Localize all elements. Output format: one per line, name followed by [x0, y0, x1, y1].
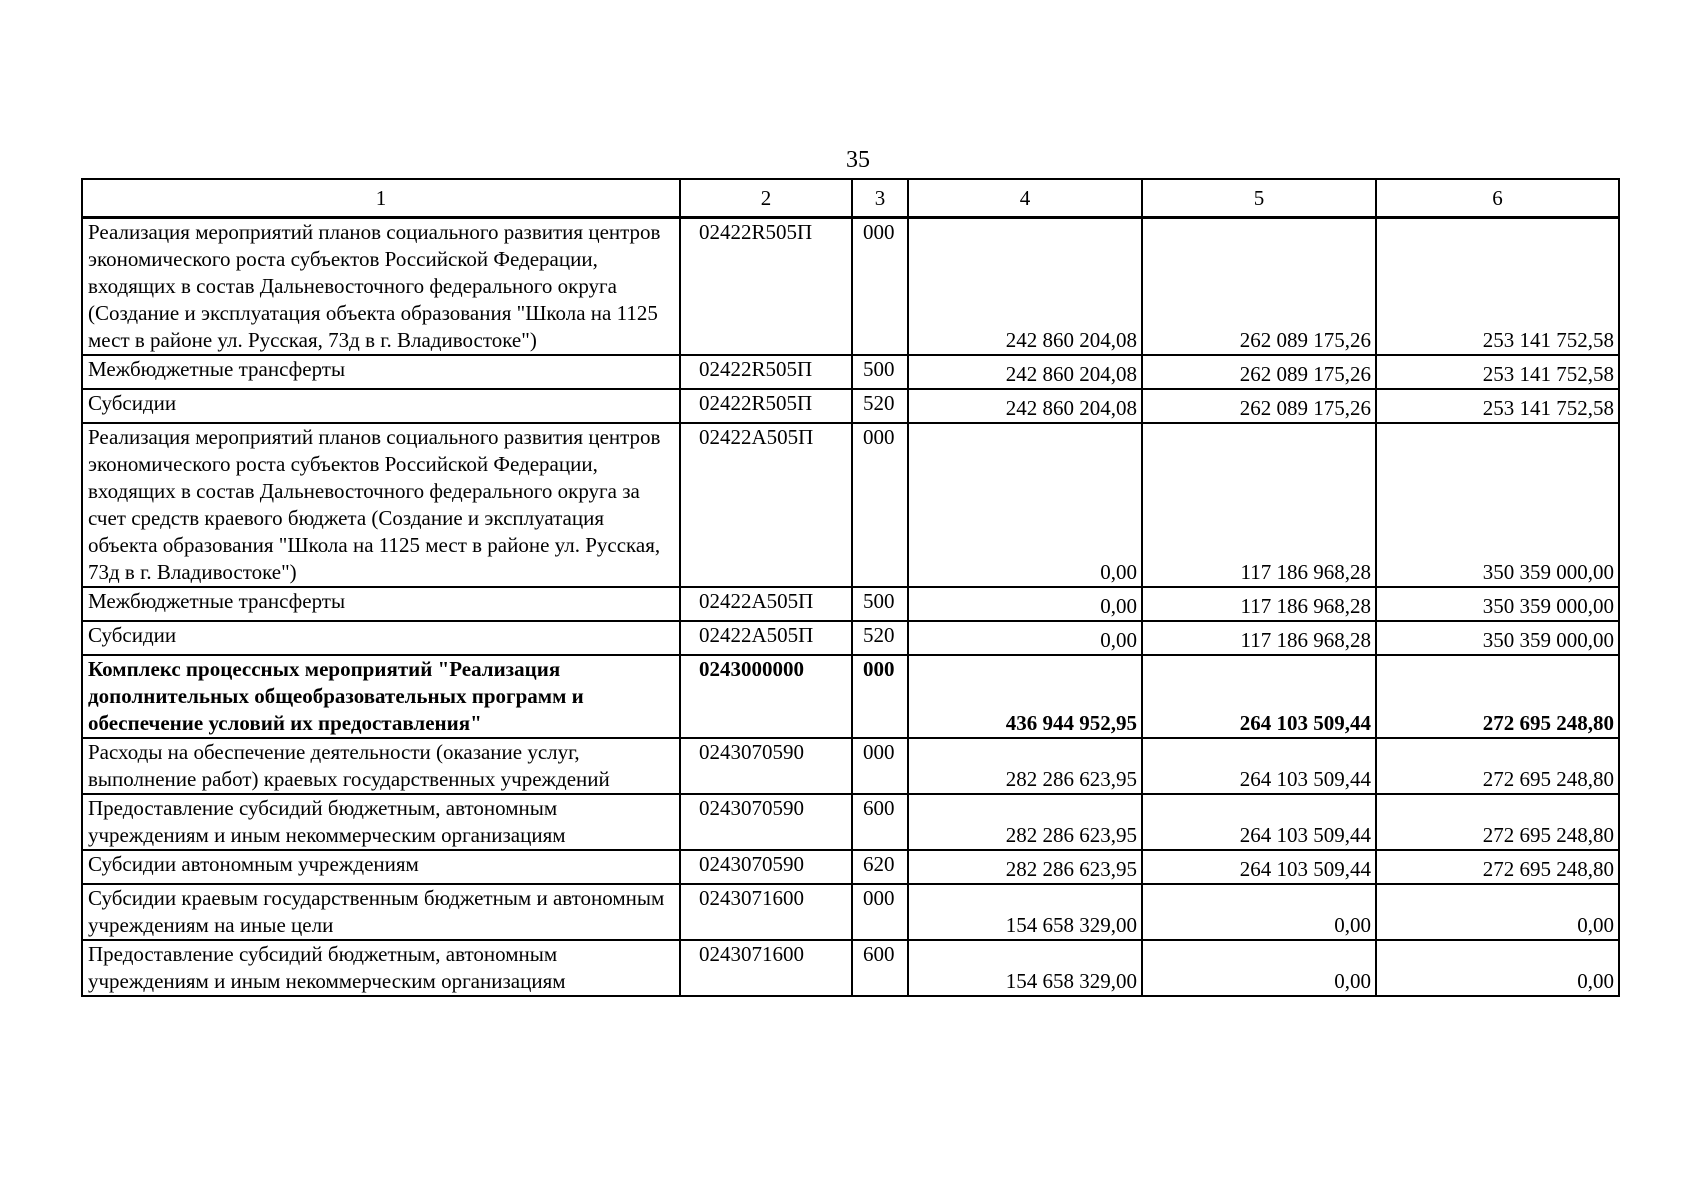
row-amount-6: 350 359 000,00 — [1376, 423, 1619, 587]
table-row — [82, 621, 1619, 655]
row-amount-6: 272 695 248,80 — [1376, 738, 1619, 794]
row-name: Комплекс процессных мероприятий "Реализация дополнительных общеобразовательных программ и обеспечение условий их предоставления" — [82, 655, 680, 738]
row-amount-5: 264 103 509,44 — [1142, 850, 1376, 884]
row-amount-4: 0,00 — [908, 423, 1142, 587]
row-amount-6: 253 141 752,58 — [1376, 389, 1619, 423]
row-amount-4: 282 286 623,95 — [908, 850, 1142, 884]
column-header: 5 — [1142, 179, 1376, 218]
row-kind: 500 — [852, 355, 908, 389]
row-amount-5: 117 186 968,28 — [1142, 621, 1376, 655]
row-amount-4: 242 860 204,08 — [908, 389, 1142, 423]
row-code: 0243071600 — [680, 940, 852, 996]
row-amount-6: 350 359 000,00 — [1376, 621, 1619, 655]
row-amount-5: 117 186 968,28 — [1142, 587, 1376, 621]
table-row — [82, 655, 1619, 738]
row-amount-5: 0,00 — [1142, 940, 1376, 996]
table-row — [82, 850, 1619, 884]
table-row — [82, 587, 1619, 621]
row-amount-5: 264 103 509,44 — [1142, 794, 1376, 850]
row-code: 02422A505П — [680, 621, 852, 655]
row-amount-4: 436 944 952,95 — [908, 655, 1142, 738]
table-row — [82, 940, 1619, 996]
row-amount-4: 282 286 623,95 — [908, 738, 1142, 794]
page-number: 35 — [846, 147, 870, 173]
row-code: 02422R505П — [680, 389, 852, 423]
row-code: 0243070590 — [680, 738, 852, 794]
row-name: Предоставление субсидий бюджетным, автономным учреждениям и иным некоммерческим организациям — [82, 940, 680, 996]
row-amount-4: 0,00 — [908, 587, 1142, 621]
row-code: 0243071600 — [680, 884, 852, 940]
row-code: 02422R505П — [680, 355, 852, 389]
row-amount-4: 242 860 204,08 — [908, 355, 1142, 389]
row-code: 0243070590 — [680, 794, 852, 850]
row-kind: 000 — [852, 218, 908, 356]
row-name: Реализация мероприятий планов социального развития центров экономического роста субъектов Российской Федерации, входящих в состав Дальневосточного федерального округа (Создание и эксплуатация объекта образования "Школа на 1125 мест в районе ул. Русская, 73д в г. Владивостоке") — [82, 218, 680, 356]
row-amount-5: 264 103 509,44 — [1142, 655, 1376, 738]
row-amount-4: 282 286 623,95 — [908, 794, 1142, 850]
table-row — [82, 423, 1619, 587]
row-name: Предоставление субсидий бюджетным, автономным учреждениям и иным некоммерческим организациям — [82, 794, 680, 850]
table-row — [82, 389, 1619, 423]
row-name: Реализация мероприятий планов социального развития центров экономического роста субъектов Российской Федерации, входящих в состав Дальневосточного федерального округа за счет средств краевого бюджета (Создание и эксплуатация объекта образования "Школа на 1125 мест в районе ул. Русская, 73д в г. Владивостоке") — [82, 423, 680, 587]
row-amount-5: 0,00 — [1142, 884, 1376, 940]
row-amount-5: 262 089 175,26 — [1142, 389, 1376, 423]
table-header-row — [82, 179, 1619, 218]
row-amount-6: 272 695 248,80 — [1376, 850, 1619, 884]
row-amount-4: 0,00 — [908, 621, 1142, 655]
row-code: 0243000000 — [680, 655, 852, 738]
row-kind: 000 — [852, 884, 908, 940]
column-header: 3 — [852, 179, 908, 218]
row-name: Субсидии — [82, 621, 680, 655]
row-kind: 000 — [852, 655, 908, 738]
row-amount-6: 253 141 752,58 — [1376, 218, 1619, 356]
row-code: 02422R505П — [680, 218, 852, 356]
row-name: Субсидии — [82, 389, 680, 423]
row-amount-5: 264 103 509,44 — [1142, 738, 1376, 794]
row-amount-5: 262 089 175,26 — [1142, 218, 1376, 356]
row-kind: 500 — [852, 587, 908, 621]
table-row — [82, 218, 1619, 356]
column-header: 4 — [908, 179, 1142, 218]
table-row — [82, 884, 1619, 940]
row-amount-6: 272 695 248,80 — [1376, 655, 1619, 738]
column-header: 6 — [1376, 179, 1619, 218]
row-amount-6: 253 141 752,58 — [1376, 355, 1619, 389]
row-name: Межбюджетные трансферты — [82, 355, 680, 389]
row-kind: 000 — [852, 423, 908, 587]
row-code: 02422A505П — [680, 587, 852, 621]
row-amount-6: 0,00 — [1376, 940, 1619, 996]
row-amount-5: 262 089 175,26 — [1142, 355, 1376, 389]
row-kind: 520 — [852, 621, 908, 655]
column-header: 2 — [680, 179, 852, 218]
row-name: Расходы на обеспечение деятельности (оказание услуг, выполнение работ) краевых государственных учреждений — [82, 738, 680, 794]
row-kind: 600 — [852, 940, 908, 996]
row-kind: 600 — [852, 794, 908, 850]
table-row — [82, 355, 1619, 389]
row-amount-5: 117 186 968,28 — [1142, 423, 1376, 587]
column-header: 1 — [82, 179, 680, 218]
table-row — [82, 794, 1619, 850]
row-name: Субсидии краевым государственным бюджетным и автономным учреждениям на иные цели — [82, 884, 680, 940]
row-code: 0243070590 — [680, 850, 852, 884]
row-name: Межбюджетные трансферты — [82, 587, 680, 621]
row-kind: 520 — [852, 389, 908, 423]
budget-table — [81, 178, 1620, 997]
table-row — [82, 738, 1619, 794]
row-name: Субсидии автономным учреждениям — [82, 850, 680, 884]
row-amount-6: 350 359 000,00 — [1376, 587, 1619, 621]
row-kind: 620 — [852, 850, 908, 884]
row-kind: 000 — [852, 738, 908, 794]
row-amount-6: 0,00 — [1376, 884, 1619, 940]
row-amount-4: 154 658 329,00 — [908, 940, 1142, 996]
row-amount-4: 154 658 329,00 — [908, 884, 1142, 940]
row-amount-6: 272 695 248,80 — [1376, 794, 1619, 850]
row-amount-4: 242 860 204,08 — [908, 218, 1142, 356]
row-code: 02422A505П — [680, 423, 852, 587]
